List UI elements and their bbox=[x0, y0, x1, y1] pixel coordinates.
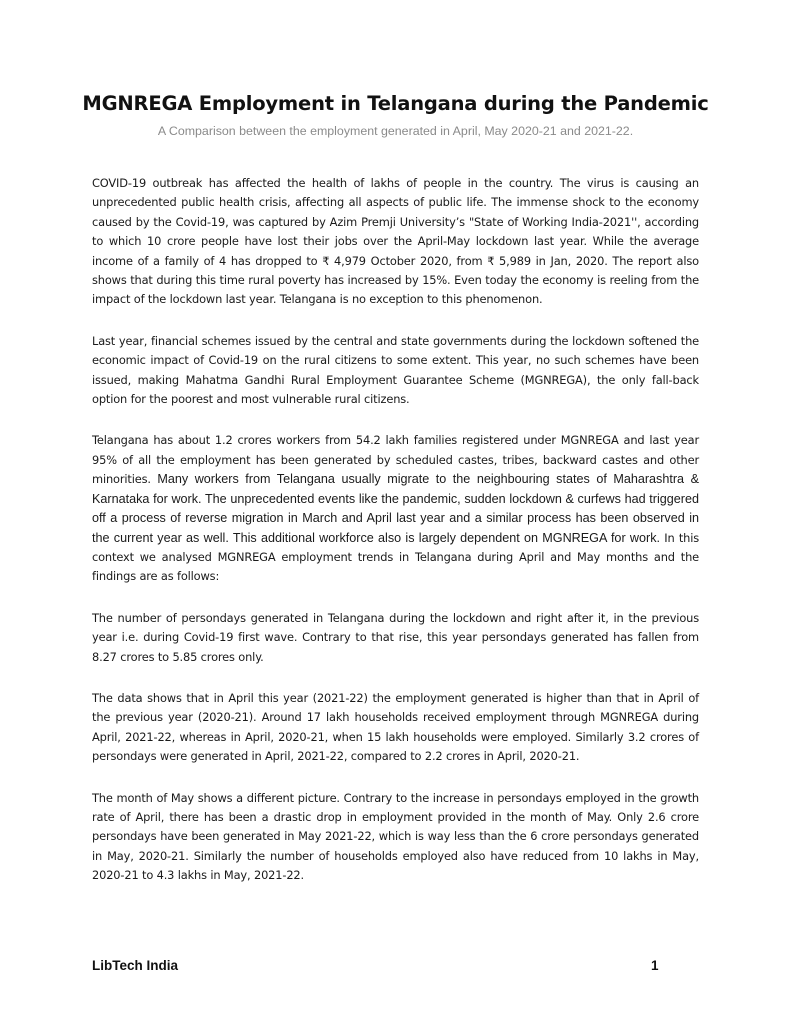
page-title: MGNREGA Employment in Telangana during the Pandemic bbox=[82, 92, 709, 115]
paragraph-persondays-generated: The number of persondays generated in Telangana during the lockdown and right after it, in the previous year i.e. during Covid-19 first wave. Contrary to that rise, this year persondays generated has fallen from 8.27 crores to 5.85 crores only. bbox=[92, 610, 699, 664]
paragraph-telangana-workers bbox=[92, 431, 699, 586]
footer-page-number: 1 bbox=[651, 958, 659, 973]
paragraph-telangana-workers-part3: In this context we analysed MGNREGA employment trends in Telangana during April and May months and the findings are as follows: bbox=[92, 530, 699, 584]
document-body bbox=[92, 174, 699, 908]
paragraph-financial-schemes: Last year, financial schemes issued by the central and state governments during the lockdown softened the economic impact of Covid-19 on the rural citizens to some extent. This year, no such schemes have been issued, making Mahatma Gandhi Rural Employment Guarantee Scheme (MGNREGA), the only fall-back option for the poorest and most vulnerable rural citizens. bbox=[92, 333, 699, 407]
footer-organization: LibTech India bbox=[92, 958, 179, 973]
paragraph-covid-impact: COVID-19 outbreak has affected the health of lakhs of people in the country. The virus is causing an unprecedented public health crisis, affecting all aspects of public life. The immense shock to the economy caused by the Covid-19, was captured by Azim Premji University’s "State of Working India-2021'', according to which 10 crore people have lost their jobs over the April-May lockdown last year. While the average income of a family of 4 has dropped to ₹ 4,979 October 2020, from ₹ 5,989 in Jan, 2020. The report also shows that during this time rural poverty has increased by 15%. Even today the economy is reeling from the impact of the lockdown last year. Telangana is no exception to this phenomenon. bbox=[92, 176, 699, 307]
paragraph-april-data: The data shows that in April this year (2021-22) the employment generated is higher than that in April of the previous year (2020-21). Around 17 lakh households received employment through MGNREGA during April, 2021-22, whereas in April, 2020-21, when 15 lakh households were employed. Similarly 3.2 crores of persondays were generated in April, 2021-22, compared to 2.2 crores in April, 2020-21. bbox=[92, 690, 699, 764]
paragraph-telangana-workers-part1: Telangana has about 1.2 crores workers from 54.2 lakh families registered under MGNREGA and last year 95% of all the employment has been generated by scheduled castes, tribes, backward castes and other minorities. bbox=[92, 433, 699, 487]
paragraph-telangana-workers-part2: Many workers from Telangana usually migrate to the neighbouring states of Maharashtra & Karnataka for work. The unprecedented events like the pandemic, sudden lockdown & curfews had triggered off a process of reverse migration in March and April last year and a similar process has been observed in the current year as well. This additional workforce also is largely dependent on MGNREGA for work. bbox=[92, 472, 699, 545]
paragraph-may-data: The month of May shows a different picture. Contrary to the increase in persondays employed in the growth rate of April, there has been a drastic drop in employment provided in the month of May. Only 2.6 crore persondays have been generated in May 2021-22, which is way less than the 6 crore persondays generated in May, 2020-21. Similarly the number of households employed also have reduced from 10 lakhs in May, 2020-21 to 4.3 lakhs in May, 2021-22. bbox=[92, 790, 699, 883]
page-subtitle: A Comparison between the employment generated in April, May 2020-21 and 2021-22. bbox=[157, 124, 634, 138]
